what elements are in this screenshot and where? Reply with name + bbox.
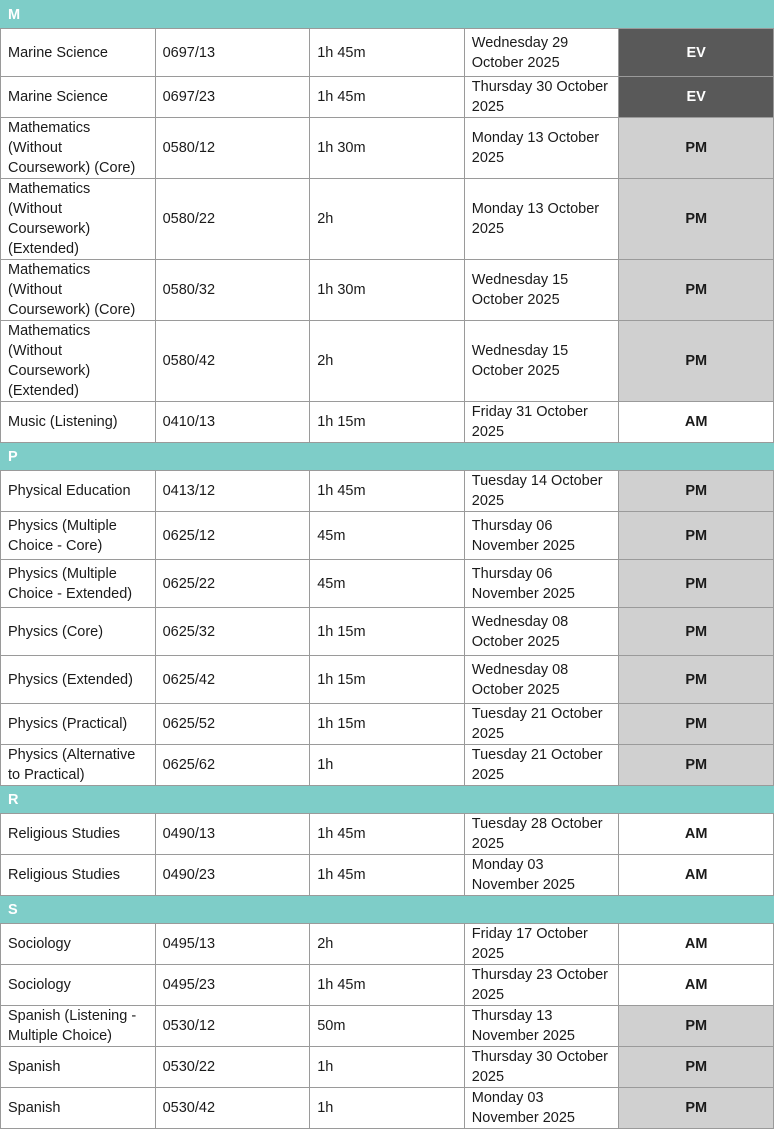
duration-cell: 1h 30m bbox=[310, 260, 465, 321]
section-letter: S bbox=[1, 896, 774, 924]
date-cell: Wednesday 15 October 2025 bbox=[464, 260, 619, 321]
subject-cell: Physics (Multiple Choice - Core) bbox=[1, 512, 156, 560]
duration-cell: 1h 15m bbox=[310, 704, 465, 745]
session-badge: AM bbox=[619, 814, 774, 855]
table-row bbox=[1, 656, 774, 704]
date-cell: Wednesday 15 October 2025 bbox=[464, 321, 619, 402]
duration-cell: 2h bbox=[310, 179, 465, 260]
component-code-cell: 0625/42 bbox=[155, 656, 310, 704]
component-code-cell: 0580/32 bbox=[155, 260, 310, 321]
section-letter: R bbox=[1, 786, 774, 814]
component-code-cell: 0495/23 bbox=[155, 965, 310, 1006]
component-code-cell: 0625/52 bbox=[155, 704, 310, 745]
session-badge: PM bbox=[619, 179, 774, 260]
table-row bbox=[1, 745, 774, 786]
session-badge: PM bbox=[619, 512, 774, 560]
date-cell: Thursday 30 October 2025 bbox=[464, 1047, 619, 1088]
date-cell: Thursday 13 November 2025 bbox=[464, 1006, 619, 1047]
component-code-cell: 0495/13 bbox=[155, 924, 310, 965]
session-badge: PM bbox=[619, 608, 774, 656]
subject-cell: Marine Science bbox=[1, 77, 156, 118]
component-code-cell: 0580/42 bbox=[155, 321, 310, 402]
session-badge: PM bbox=[619, 321, 774, 402]
date-cell: Thursday 30 October 2025 bbox=[464, 77, 619, 118]
duration-cell: 45m bbox=[310, 560, 465, 608]
table-row bbox=[1, 1047, 774, 1088]
subject-cell: Physical Education bbox=[1, 471, 156, 512]
component-code-cell: 0625/32 bbox=[155, 608, 310, 656]
duration-cell: 1h 45m bbox=[310, 29, 465, 77]
session-badge: PM bbox=[619, 118, 774, 179]
subject-cell: Religious Studies bbox=[1, 814, 156, 855]
session-badge: PM bbox=[619, 471, 774, 512]
section-header bbox=[1, 786, 774, 814]
duration-cell: 1h 30m bbox=[310, 118, 465, 179]
subject-cell: Mathematics (Without Coursework) (Core) bbox=[1, 118, 156, 179]
session-badge: EV bbox=[619, 29, 774, 77]
table-row bbox=[1, 260, 774, 321]
table-row bbox=[1, 77, 774, 118]
component-code-cell: 0413/12 bbox=[155, 471, 310, 512]
duration-cell: 1h 45m bbox=[310, 965, 465, 1006]
subject-cell: Religious Studies bbox=[1, 855, 156, 896]
duration-cell: 1h bbox=[310, 745, 465, 786]
subject-cell: Physics (Alternative to Practical) bbox=[1, 745, 156, 786]
subject-cell: Sociology bbox=[1, 924, 156, 965]
component-code-cell: 0580/22 bbox=[155, 179, 310, 260]
component-code-cell: 0697/13 bbox=[155, 29, 310, 77]
subject-cell: Sociology bbox=[1, 965, 156, 1006]
table-row bbox=[1, 924, 774, 965]
table-row bbox=[1, 402, 774, 443]
duration-cell: 1h bbox=[310, 1088, 465, 1129]
subject-cell: Music (Listening) bbox=[1, 402, 156, 443]
table-row bbox=[1, 814, 774, 855]
date-cell: Thursday 23 October 2025 bbox=[464, 965, 619, 1006]
date-cell: Monday 03 November 2025 bbox=[464, 855, 619, 896]
component-code-cell: 0530/42 bbox=[155, 1088, 310, 1129]
section-header bbox=[1, 896, 774, 924]
subject-cell: Physics (Core) bbox=[1, 608, 156, 656]
timetable-body bbox=[1, 1, 774, 1129]
date-cell: Tuesday 21 October 2025 bbox=[464, 745, 619, 786]
duration-cell: 50m bbox=[310, 1006, 465, 1047]
component-code-cell: 0625/62 bbox=[155, 745, 310, 786]
session-badge: PM bbox=[619, 260, 774, 321]
section-header bbox=[1, 443, 774, 471]
session-badge: EV bbox=[619, 77, 774, 118]
table-row bbox=[1, 512, 774, 560]
date-cell: Friday 17 October 2025 bbox=[464, 924, 619, 965]
section-header bbox=[1, 1, 774, 29]
subject-cell: Spanish bbox=[1, 1088, 156, 1129]
duration-cell: 2h bbox=[310, 321, 465, 402]
date-cell: Tuesday 28 October 2025 bbox=[464, 814, 619, 855]
date-cell: Monday 03 November 2025 bbox=[464, 1088, 619, 1129]
date-cell: Wednesday 08 October 2025 bbox=[464, 656, 619, 704]
section-letter: M bbox=[1, 1, 774, 29]
table-row bbox=[1, 608, 774, 656]
date-cell: Wednesday 08 October 2025 bbox=[464, 608, 619, 656]
session-badge: PM bbox=[619, 1088, 774, 1129]
subject-cell: Mathematics (Without Coursework) (Extended) bbox=[1, 321, 156, 402]
duration-cell: 1h 45m bbox=[310, 855, 465, 896]
table-row bbox=[1, 560, 774, 608]
session-badge: PM bbox=[619, 560, 774, 608]
component-code-cell: 0410/13 bbox=[155, 402, 310, 443]
subject-cell: Mathematics (Without Coursework) (Extended) bbox=[1, 179, 156, 260]
duration-cell: 1h 15m bbox=[310, 608, 465, 656]
table-row bbox=[1, 704, 774, 745]
duration-cell: 1h 45m bbox=[310, 77, 465, 118]
section-letter: P bbox=[1, 443, 774, 471]
table-row bbox=[1, 855, 774, 896]
session-badge: AM bbox=[619, 402, 774, 443]
subject-cell: Mathematics (Without Coursework) (Core) bbox=[1, 260, 156, 321]
table-row bbox=[1, 321, 774, 402]
duration-cell: 45m bbox=[310, 512, 465, 560]
component-code-cell: 0625/22 bbox=[155, 560, 310, 608]
date-cell: Friday 31 October 2025 bbox=[464, 402, 619, 443]
table-row bbox=[1, 471, 774, 512]
duration-cell: 1h 15m bbox=[310, 656, 465, 704]
session-badge: AM bbox=[619, 924, 774, 965]
date-cell: Tuesday 21 October 2025 bbox=[464, 704, 619, 745]
component-code-cell: 0625/12 bbox=[155, 512, 310, 560]
session-badge: AM bbox=[619, 965, 774, 1006]
component-code-cell: 0697/23 bbox=[155, 77, 310, 118]
subject-cell: Physics (Practical) bbox=[1, 704, 156, 745]
component-code-cell: 0490/13 bbox=[155, 814, 310, 855]
session-badge: PM bbox=[619, 1006, 774, 1047]
date-cell: Tuesday 14 October 2025 bbox=[464, 471, 619, 512]
duration-cell: 1h 45m bbox=[310, 471, 465, 512]
subject-cell: Spanish (Listening - Multiple Choice) bbox=[1, 1006, 156, 1047]
duration-cell: 1h 45m bbox=[310, 814, 465, 855]
table-row bbox=[1, 1088, 774, 1129]
table-row bbox=[1, 965, 774, 1006]
date-cell: Monday 13 October 2025 bbox=[464, 179, 619, 260]
date-cell: Monday 13 October 2025 bbox=[464, 118, 619, 179]
duration-cell: 1h 15m bbox=[310, 402, 465, 443]
date-cell: Thursday 06 November 2025 bbox=[464, 560, 619, 608]
table-row bbox=[1, 29, 774, 77]
session-badge: PM bbox=[619, 656, 774, 704]
component-code-cell: 0530/12 bbox=[155, 1006, 310, 1047]
subject-cell: Marine Science bbox=[1, 29, 156, 77]
subject-cell: Physics (Extended) bbox=[1, 656, 156, 704]
table-row bbox=[1, 179, 774, 260]
component-code-cell: 0580/12 bbox=[155, 118, 310, 179]
date-cell: Wednesday 29 October 2025 bbox=[464, 29, 619, 77]
table-row bbox=[1, 118, 774, 179]
duration-cell: 1h bbox=[310, 1047, 465, 1088]
session-badge: PM bbox=[619, 1047, 774, 1088]
table-row bbox=[1, 1006, 774, 1047]
subject-cell: Spanish bbox=[1, 1047, 156, 1088]
session-badge: PM bbox=[619, 745, 774, 786]
date-cell: Thursday 06 November 2025 bbox=[464, 512, 619, 560]
component-code-cell: 0530/22 bbox=[155, 1047, 310, 1088]
duration-cell: 2h bbox=[310, 924, 465, 965]
session-badge: AM bbox=[619, 855, 774, 896]
subject-cell: Physics (Multiple Choice - Extended) bbox=[1, 560, 156, 608]
session-badge: PM bbox=[619, 704, 774, 745]
component-code-cell: 0490/23 bbox=[155, 855, 310, 896]
